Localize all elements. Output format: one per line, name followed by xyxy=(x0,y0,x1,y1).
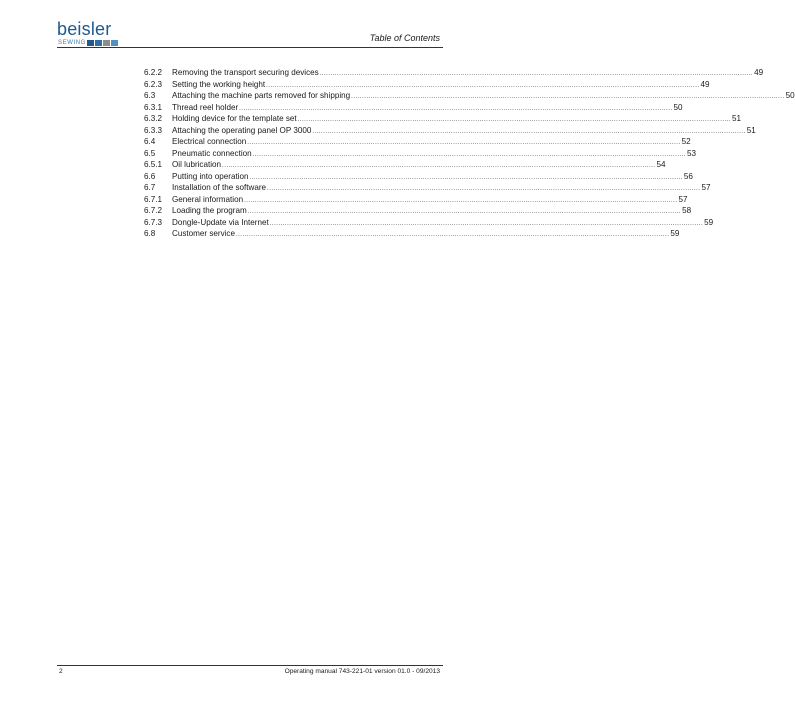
toc-entry-number: 6.5 xyxy=(144,148,156,158)
header-divider xyxy=(57,47,443,48)
toc-entry-title: Installation of the software xyxy=(172,183,267,192)
toc-entry-title: Putting into operation xyxy=(172,171,249,181)
toc-entry-title: Attaching the operating panel OP 3000 xyxy=(172,125,312,135)
toc-entry-page: 57 xyxy=(701,183,711,192)
logo-subtitle: SEWING xyxy=(58,40,86,46)
toc-dot-leader: ........................................................................................................................................................................................................ xyxy=(267,186,701,192)
toc-entry-number: 6.7.3 xyxy=(144,217,163,227)
toc-entry-title: Loading the program xyxy=(172,206,247,215)
toc-entry[interactable] xyxy=(144,217,714,229)
toc-dot-leader: ........................................................................................................................................................................................................ xyxy=(297,117,732,123)
toc-entry-page: 53 xyxy=(687,148,697,158)
toc-dot-leader: ........................................................................................................................................................................................................ xyxy=(252,151,687,158)
toc-entry-page: 49 xyxy=(754,68,764,77)
beisler-logo xyxy=(57,20,127,48)
toc-entry-number: 6.7.1 xyxy=(144,194,163,204)
toc-dot-leader: ........................................................................................................................................................................................................ xyxy=(247,140,681,146)
toc-dot-leader: ........................................................................................................................................................................................................ xyxy=(247,209,682,215)
logo-square xyxy=(111,40,118,46)
toc-entry-number: 6.5.1 xyxy=(144,160,163,169)
toc-entry[interactable] xyxy=(144,148,697,160)
toc-entry[interactable] xyxy=(144,159,666,171)
logo-square xyxy=(87,40,94,46)
toc-dot-leader: ........................................................................................................................................................................................................ xyxy=(239,105,673,112)
toc-entry-title: Oil lubrication xyxy=(172,160,222,169)
toc-entry-title: Customer service xyxy=(172,229,235,238)
toc-entry-number: 6.7 xyxy=(144,183,156,192)
table-of-contents xyxy=(144,67,795,240)
toc-entry-number: 6.3.3 xyxy=(144,125,163,135)
toc-entry-title: Attaching the machine parts removed for shipping xyxy=(172,91,351,100)
toc-entry-page: 51 xyxy=(746,125,756,135)
toc-entry-page: 54 xyxy=(656,160,666,169)
toc-entry[interactable] xyxy=(144,102,683,114)
toc-entry[interactable] xyxy=(144,182,711,194)
footer-divider xyxy=(57,665,443,666)
toc-dot-leader: ........................................................................................................................................................................................................ xyxy=(249,174,683,181)
toc-entry[interactable] xyxy=(144,90,795,102)
toc-dot-leader: ........................................................................................................................................................................................................ xyxy=(312,128,746,135)
toc-dot-leader: ........................................................................................................................................................................................................ xyxy=(222,163,656,169)
toc-entry-page: 50 xyxy=(785,91,795,100)
toc-entry-number: 6.8 xyxy=(144,229,156,238)
toc-entry-page: 57 xyxy=(678,194,688,204)
toc-entry-title: Setting the working height xyxy=(172,79,266,89)
toc-entry-page: 56 xyxy=(683,171,693,181)
toc-entry-title: Holding device for the template set xyxy=(172,114,297,123)
toc-entry[interactable] xyxy=(144,79,710,91)
toc-entry[interactable] xyxy=(144,125,756,137)
toc-dot-leader: ........................................................................................................................................................................................................ xyxy=(351,94,785,100)
toc-entry[interactable] xyxy=(144,136,691,148)
toc-entry-page: 58 xyxy=(682,206,692,215)
toc-entry-title: Removing the transport securing devices xyxy=(172,68,319,77)
toc-entry-title: Electrical connection xyxy=(172,137,247,146)
toc-entry-number: 6.4 xyxy=(144,137,156,146)
toc-entry-page: 50 xyxy=(673,102,683,112)
toc-entry[interactable] xyxy=(144,67,764,79)
toc-dot-leader: ........................................................................................................................................................................................................ xyxy=(319,71,754,77)
toc-entry-title: Thread reel holder xyxy=(172,102,239,112)
toc-entry[interactable] xyxy=(144,113,742,125)
toc-entry[interactable] xyxy=(144,205,692,217)
logo-square xyxy=(103,40,110,46)
toc-entry[interactable] xyxy=(144,228,680,240)
toc-entry-number: 6.7.2 xyxy=(144,206,163,215)
toc-entry[interactable] xyxy=(144,194,688,206)
logo-square xyxy=(95,40,102,46)
toc-entry-title: General information xyxy=(172,194,244,204)
footer-page-number: 2 xyxy=(59,668,63,675)
toc-dot-leader: ........................................................................................................................................................................................................ xyxy=(235,232,670,238)
toc-entry-number: 6.6 xyxy=(144,171,156,181)
toc-entry-page: 59 xyxy=(670,229,680,238)
toc-entry-number: 6.3.2 xyxy=(144,114,163,123)
toc-entry-page: 59 xyxy=(704,217,714,227)
toc-entry-number: 6.2.2 xyxy=(144,68,163,77)
toc-entry-page: 52 xyxy=(681,137,691,146)
toc-dot-leader: ........................................................................................................................................................................................................ xyxy=(244,197,678,204)
toc-dot-leader: ........................................................................................................................................................................................................ xyxy=(269,220,704,227)
toc-entry-number: 6.2.3 xyxy=(144,79,163,89)
toc-entry-number: 6.3 xyxy=(144,91,156,100)
logo-wordmark: beisler xyxy=(57,19,112,39)
toc-entry-page: 49 xyxy=(700,79,710,89)
toc-dot-leader: ........................................................................................................................................................................................................ xyxy=(266,82,700,89)
toc-entry-title: Pneumatic connection xyxy=(172,148,252,158)
toc-entry-title: Dongle-Update via Internet xyxy=(172,217,269,227)
page-title: Table of Contents xyxy=(369,33,440,43)
toc-entry-number: 6.3.1 xyxy=(144,102,163,112)
toc-entry-page: 51 xyxy=(732,114,742,123)
footer-manual-info: Operating manual 743-221-01 version 01.0 - 09/2013 xyxy=(284,668,440,675)
toc-entry[interactable] xyxy=(144,171,693,183)
